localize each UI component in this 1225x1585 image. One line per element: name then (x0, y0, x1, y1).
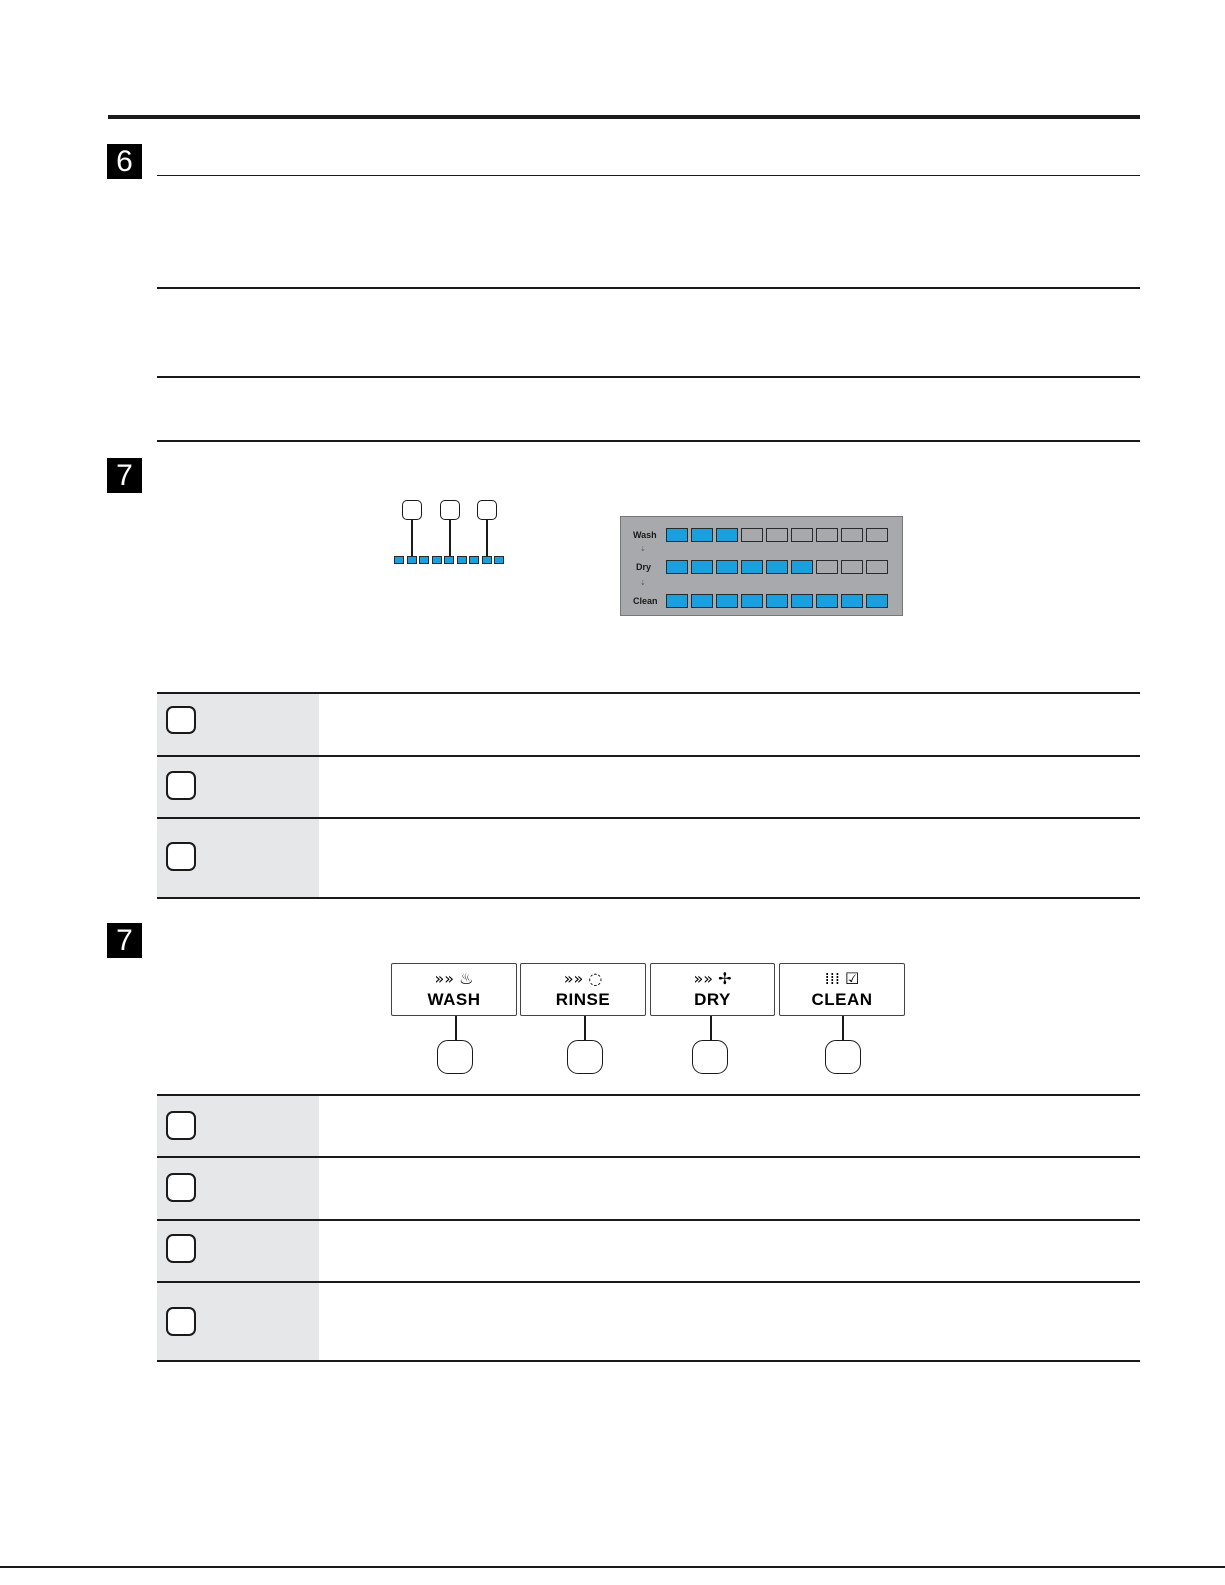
status-cell-wash (816, 528, 838, 542)
led-leader-1 (411, 519, 413, 557)
dry-button-label: DRY (694, 990, 731, 1009)
section-6-row-divider-2 (157, 376, 1140, 378)
clean-icon: ⁞⁞⁞ ☑ (824, 969, 860, 988)
led-segment (482, 556, 492, 564)
led-segment (432, 556, 442, 564)
status-row-label-wash: Wash (633, 530, 657, 540)
led-segment (469, 556, 479, 564)
status-cell-clean (741, 594, 763, 608)
clean-button-label: CLEAN (811, 990, 873, 1009)
status-cell-dry (741, 560, 763, 574)
led-segment (394, 556, 404, 564)
dry-leader (710, 1016, 712, 1040)
led-callout-1 (402, 500, 422, 520)
status-cell-dry (816, 560, 838, 574)
bottom-rule (0, 1566, 1225, 1568)
dry-icon: »» ✢ (693, 969, 732, 988)
status-row-label-dry: Dry (636, 562, 652, 572)
table2-bottom-rule (157, 1360, 1140, 1362)
status-cell-wash (841, 528, 863, 542)
status-cell-wash (791, 528, 813, 542)
led-segment (419, 556, 429, 564)
arrow-down-icon: ⇣ (640, 579, 646, 587)
section-badge-7a: 7 (107, 458, 142, 493)
led-segment (457, 556, 467, 564)
table1-callout-1 (166, 706, 196, 734)
status-cell-wash (741, 528, 763, 542)
wash-icon: »» ♨ (434, 969, 474, 988)
status-cell-dry (766, 560, 788, 574)
led-leader-2 (449, 519, 451, 557)
led-segment (494, 556, 504, 564)
table1-bottom-rule (157, 897, 1140, 899)
status-panel (620, 516, 903, 616)
status-cell-clean (841, 594, 863, 608)
table2-callout-4 (166, 1307, 196, 1336)
status-cell-clean (791, 594, 813, 608)
status-cell-dry (691, 560, 713, 574)
section-6-row-divider-3 (157, 440, 1140, 442)
led-leader-3 (486, 519, 488, 557)
clean-button[interactable] (779, 963, 905, 1016)
status-cell-clean (691, 594, 713, 608)
status-cell-clean (666, 594, 688, 608)
status-cell-clean (716, 594, 738, 608)
rinse-icon: »» ◌ (563, 969, 603, 988)
led-callout-2 (440, 500, 460, 520)
clean-leader (842, 1016, 844, 1040)
table2-callout-2 (166, 1173, 196, 1202)
section-badge-6: 6 (107, 144, 142, 179)
status-cell-dry (716, 560, 738, 574)
rinse-button[interactable] (520, 963, 646, 1016)
status-cell-wash (866, 528, 888, 542)
rinse-callout (567, 1040, 603, 1074)
status-cell-dry (866, 560, 888, 574)
status-cell-dry (666, 560, 688, 574)
led-segment (407, 556, 417, 564)
status-cell-wash (666, 528, 688, 542)
status-cell-clean (766, 594, 788, 608)
status-cell-wash (766, 528, 788, 542)
table2-callout-1 (166, 1111, 196, 1140)
wash-button[interactable] (391, 963, 517, 1016)
status-cell-wash (716, 528, 738, 542)
table2-callout-3 (166, 1234, 196, 1263)
section-6-row-divider-1 (157, 287, 1140, 289)
clean-callout (825, 1040, 861, 1074)
wash-leader (455, 1016, 457, 1040)
wash-button-label: WASH (427, 990, 481, 1009)
wash-callout (437, 1040, 473, 1074)
dry-callout (692, 1040, 728, 1074)
top-rule (108, 115, 1140, 119)
table1-callout-2 (166, 771, 196, 800)
table1-callout-3 (166, 842, 196, 871)
status-cell-dry (841, 560, 863, 574)
status-cell-wash (691, 528, 713, 542)
led-callout-3 (477, 500, 497, 520)
status-row-label-clean: Clean (633, 596, 658, 606)
rinse-leader (584, 1016, 586, 1040)
status-cell-clean (866, 594, 888, 608)
dry-button[interactable] (650, 963, 775, 1016)
status-cell-dry (791, 560, 813, 574)
led-segment (444, 556, 454, 564)
section-6-rule (157, 175, 1140, 176)
status-cell-clean (816, 594, 838, 608)
rinse-button-label: RINSE (555, 990, 611, 1009)
section-badge-7b: 7 (107, 923, 142, 958)
arrow-down-icon: ⇣ (640, 545, 646, 553)
